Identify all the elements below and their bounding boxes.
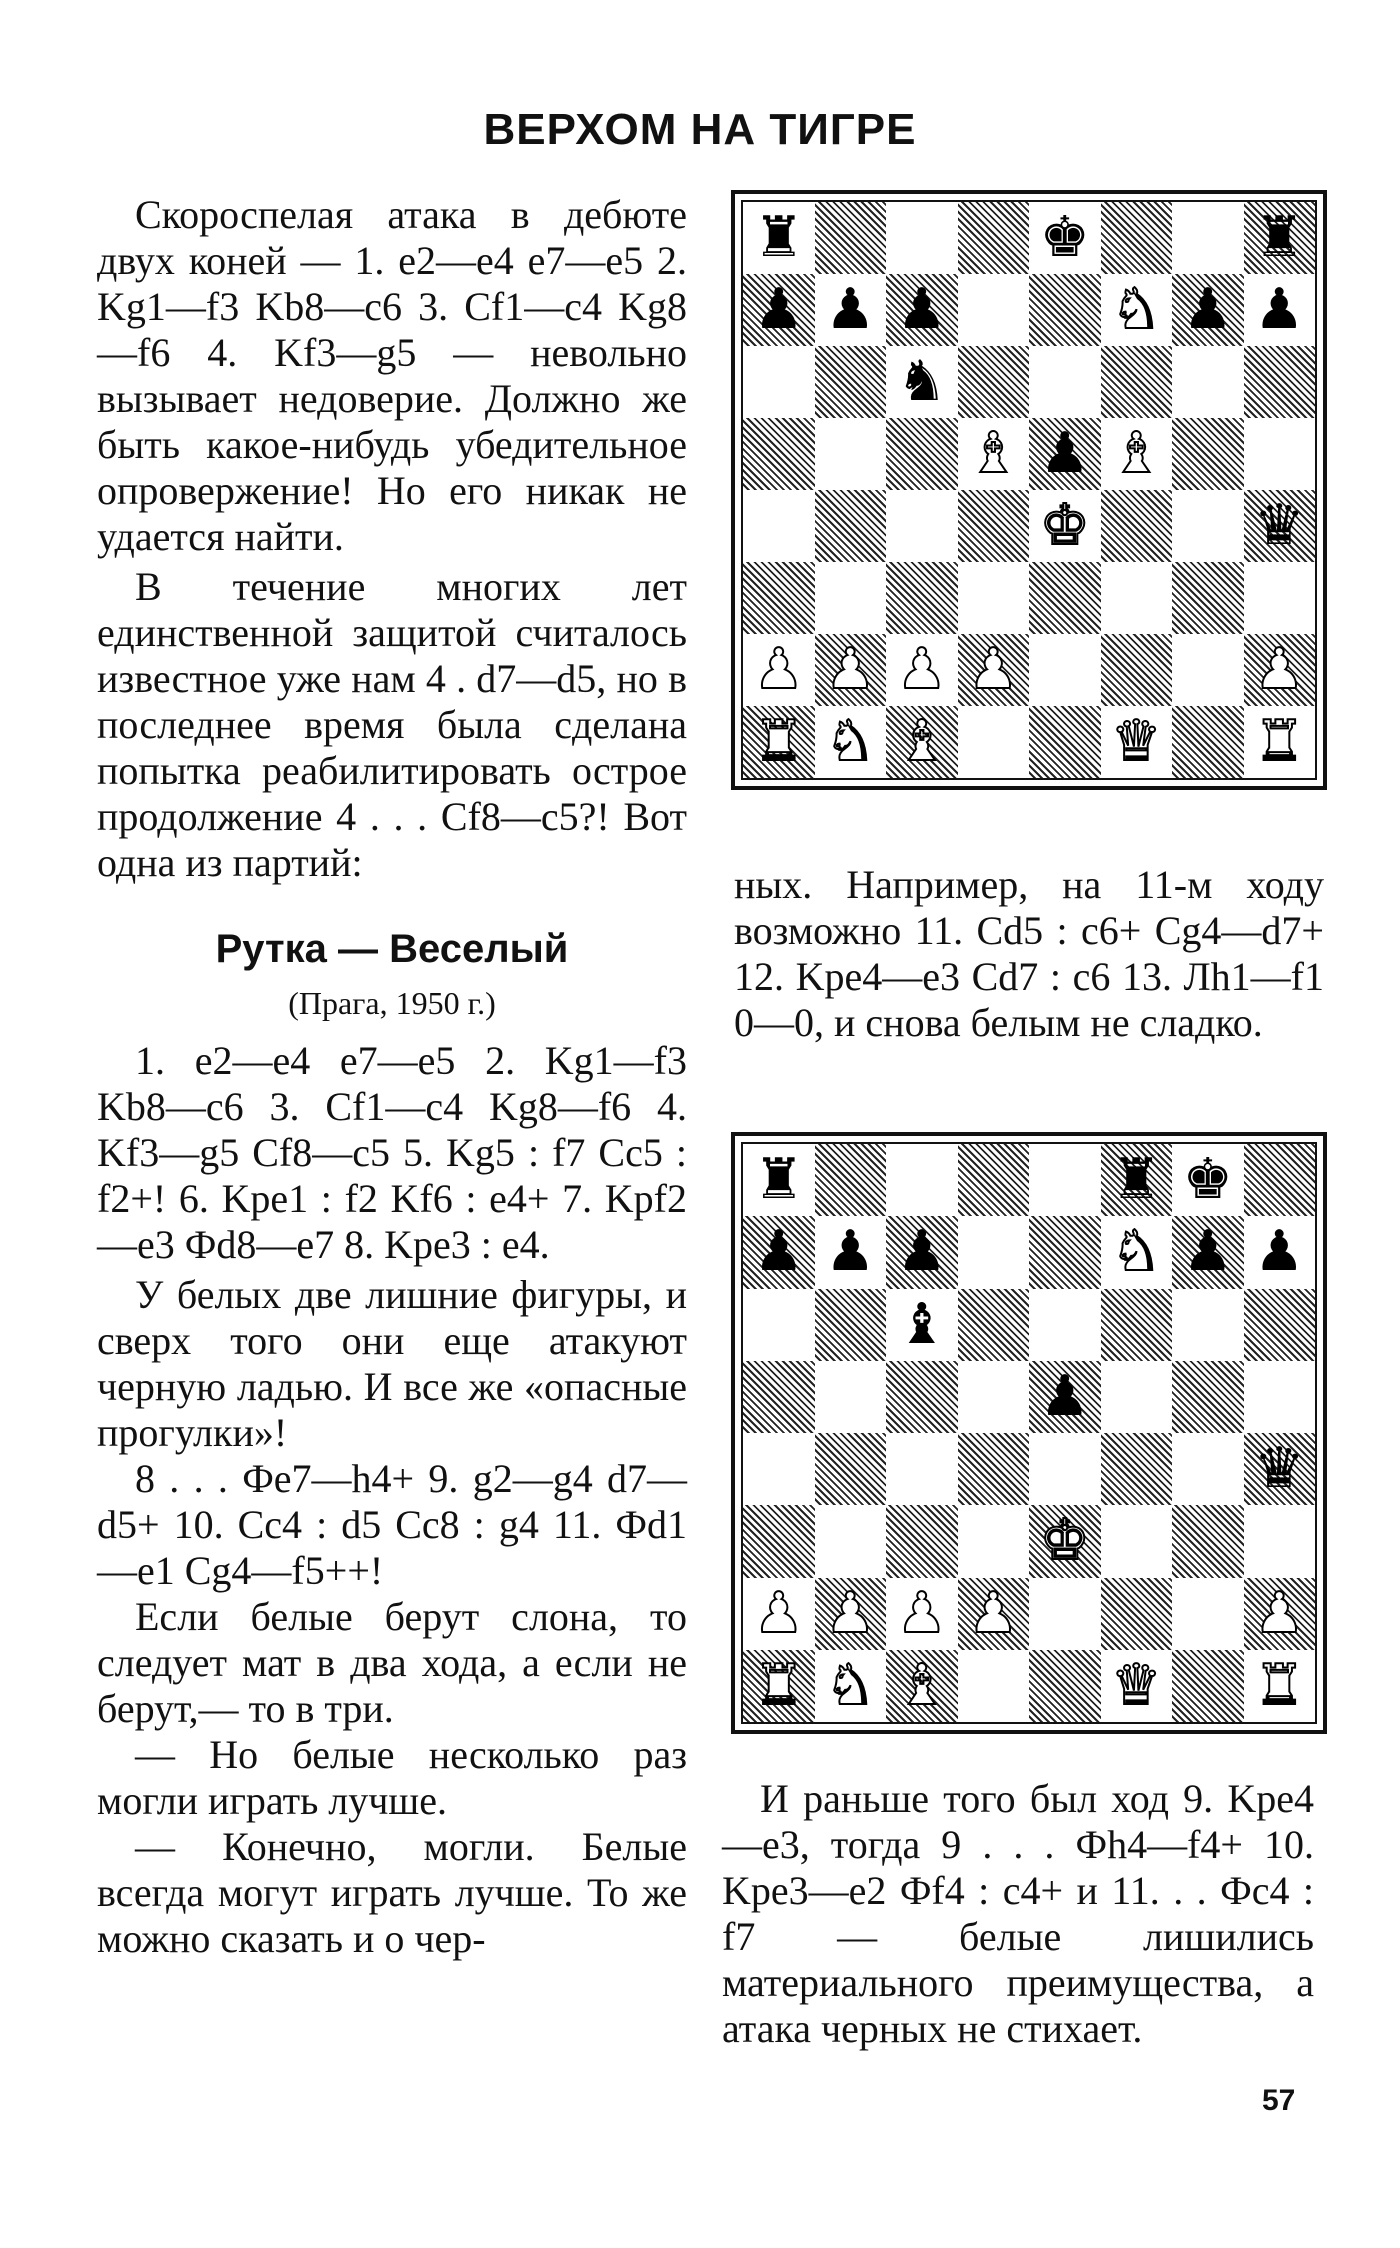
board-square (886, 634, 958, 706)
white-pawn-icon: ♟ (753, 637, 804, 702)
board-square (1244, 490, 1316, 562)
board-square (1244, 634, 1316, 706)
board-square (886, 562, 958, 634)
board-square (958, 1361, 1030, 1433)
board-square (886, 1144, 958, 1216)
paragraph: ных. Например, на 11-м ходу возможно 11. Cd5 : c6+ Cg4—d7+ 12. Kpe4—e3 Cd7 : c6 13. Лh1—f1 0—0, и снова белым не сладко. (734, 862, 1324, 1045)
board-square (1029, 562, 1101, 634)
board-square (1244, 706, 1316, 778)
black-pawn-icon: ♟ (1182, 1219, 1233, 1285)
board-square (886, 274, 958, 346)
board-square (743, 1505, 815, 1577)
board-square (1029, 1361, 1101, 1433)
board-square (1244, 274, 1316, 346)
board-square (958, 1650, 1030, 1722)
white-knight-icon: ♞ (825, 709, 876, 774)
board-square (1029, 346, 1101, 418)
board-square (743, 1361, 815, 1433)
white-pawn-icon: ♟ (1254, 1580, 1305, 1646)
board-square (886, 346, 958, 418)
white-pawn-icon: ♟ (896, 1580, 947, 1646)
board-square (815, 1578, 887, 1650)
chess-diagram-2 (731, 1132, 1327, 1734)
board-square (886, 418, 958, 490)
black-rook-icon: ♜ (1111, 1147, 1162, 1213)
board-square (1244, 562, 1316, 634)
board-square (1029, 1505, 1101, 1577)
black-bishop-icon: ♝ (896, 1291, 947, 1357)
board-square (886, 706, 958, 778)
white-pawn-icon: ♟ (1254, 637, 1305, 702)
black-king-icon: ♚ (1182, 1147, 1233, 1213)
board-square (1172, 1578, 1244, 1650)
board-square (1244, 1505, 1316, 1577)
black-rook-icon: ♜ (1254, 205, 1305, 270)
board-square (958, 706, 1030, 778)
board-square (815, 1289, 887, 1361)
paragraph: У белых две лишние фигуры, и сверх того они еще атакуют черную ладью. И все же «опасные прогулки»! (97, 1272, 687, 1455)
white-knight-icon: ♞ (1111, 277, 1162, 342)
board-square (958, 634, 1030, 706)
board-square (1244, 346, 1316, 418)
board-square (1172, 1216, 1244, 1288)
board-square (1029, 634, 1101, 706)
board-square (958, 274, 1030, 346)
board-square (1244, 418, 1316, 490)
board-square (1244, 1433, 1316, 1505)
white-pawn-icon: ♟ (968, 1580, 1019, 1646)
board-square (1172, 418, 1244, 490)
white-pawn-icon: ♟ (968, 637, 1019, 702)
black-pawn-icon: ♟ (896, 1219, 947, 1285)
board-square (815, 562, 887, 634)
board-square (958, 202, 1030, 274)
board-square (1029, 706, 1101, 778)
board-square (1244, 1144, 1316, 1216)
board-square (1029, 1578, 1101, 1650)
black-rook-icon: ♜ (753, 205, 804, 270)
board-square (958, 562, 1030, 634)
black-pawn-icon: ♟ (1254, 1219, 1305, 1285)
board-square (886, 490, 958, 562)
white-pawn-icon: ♟ (825, 1580, 876, 1646)
paragraph: — Конечно, могли. Белые всегда могут играть лучше. То же можно сказать и о чер- (97, 1824, 687, 1961)
board-square (743, 274, 815, 346)
board-square (743, 202, 815, 274)
board-square (1244, 1650, 1316, 1722)
white-rook-icon: ♜ (1254, 709, 1305, 774)
white-queen-icon: ♛ (1111, 1652, 1162, 1718)
white-bishop-icon: ♝ (896, 1652, 947, 1718)
board-square (1101, 1578, 1173, 1650)
board-square (743, 1578, 815, 1650)
white-pawn-icon: ♟ (753, 1580, 804, 1646)
board-square (1244, 1578, 1316, 1650)
board-square (886, 1216, 958, 1288)
paragraph: Скороспелая атака в дебюте двух коней — 1. e2—e4 e7—e5 2. Kg1—f3 Kb8—c6 3. Cf1—c4 Kg8—f6 4. Kf3—g5 — невольно вызывает недоверие. Должно же быть какое-нибудь убедительное опровержение! Но его никак не удается найти. (97, 192, 687, 559)
board-square (815, 202, 887, 274)
white-king-icon: ♚ (1039, 1508, 1090, 1574)
paragraph: В течение многих лет единственной защитой считалось известное уже нам 4 . d7—d5, но в последнее время была сделана попытка реабилитировать острое продолжение 4 . . . Cf8—c5?! Вот одна из партий: (97, 564, 687, 885)
board-square (1244, 1289, 1316, 1361)
paragraph: 8 . . . Фe7—h4+ 9. g2—g4 d7—d5+ 10. Cc4 : d5 Cc8 : g4 11. Фd1—e1 Cg4—f5++! (97, 1456, 687, 1593)
board-square (1101, 562, 1173, 634)
board-square (815, 418, 887, 490)
board-square (1172, 706, 1244, 778)
board-square (1172, 202, 1244, 274)
board-square (815, 1361, 887, 1433)
white-bishop-icon: ♝ (1111, 421, 1162, 486)
board-square (1172, 1433, 1244, 1505)
board-square (1101, 706, 1173, 778)
board-square (1101, 1289, 1173, 1361)
white-pawn-icon: ♟ (896, 637, 947, 702)
board-square (815, 706, 887, 778)
black-pawn-icon: ♟ (753, 277, 804, 342)
board-square (958, 1505, 1030, 1577)
board-square (815, 346, 887, 418)
board-square (886, 1578, 958, 1650)
black-king-icon: ♚ (1039, 205, 1090, 270)
board-square (1244, 1216, 1316, 1288)
board-square (1101, 418, 1173, 490)
board-square (743, 706, 815, 778)
paragraph: 1. e2—e4 e7—e5 2. Kg1—f3 Kb8—c6 3. Cf1—c4 Kg8—f6 4. Kf3—g5 Cf8—c5 5. Kg5 : f7 Cc5 : f2+! 6. Kpe1 : f2 Kf6 : e4+ 7. Kpf2—e3 Фd8—e7 8. Kpe3 : e4. (97, 1038, 687, 1267)
board-square (1172, 1144, 1244, 1216)
board-square (743, 1433, 815, 1505)
board-square (1172, 634, 1244, 706)
page-title: ВЕРХОМ НА ТИГРЕ (483, 105, 917, 154)
black-pawn-icon: ♟ (753, 1219, 804, 1285)
board-square (1172, 274, 1244, 346)
chessboard-grid (741, 1142, 1317, 1724)
board-square (1101, 1144, 1173, 1216)
board-square (958, 346, 1030, 418)
board-square (815, 1144, 887, 1216)
white-king-icon: ♚ (1039, 493, 1090, 558)
white-bishop-icon: ♝ (896, 709, 947, 774)
board-square (815, 1433, 887, 1505)
paragraph: И раньше того был ход 9. Kpe4—e3, тогда 9 . . . Фh4—f4+ 10. Kpe3—e2 Фf4 : c4+ и 11. . . Фc4 : f7 — белые лишились материального преимущества, а атака черных не стихает. (722, 1776, 1314, 2051)
board-square (1101, 1505, 1173, 1577)
board-square (1101, 274, 1173, 346)
board-square (958, 418, 1030, 490)
board-square (1244, 1361, 1316, 1433)
board-square (1101, 1433, 1173, 1505)
black-pawn-icon: ♟ (896, 277, 947, 342)
board-square (886, 202, 958, 274)
black-pawn-icon: ♟ (825, 277, 876, 342)
board-square (1101, 490, 1173, 562)
board-square (1029, 418, 1101, 490)
black-pawn-icon: ♟ (1254, 277, 1305, 342)
board-square (1029, 1216, 1101, 1288)
board-square (1029, 1650, 1101, 1722)
board-square (1029, 1144, 1101, 1216)
board-square (1172, 1361, 1244, 1433)
chessboard-grid (741, 200, 1317, 780)
board-square (886, 1650, 958, 1722)
board-square (1101, 634, 1173, 706)
board-square (815, 1650, 887, 1722)
black-pawn-icon: ♟ (1039, 421, 1090, 486)
left-column (97, 192, 687, 1962)
right-column-text-2 (722, 1776, 1314, 2052)
board-square (958, 490, 1030, 562)
board-square (743, 346, 815, 418)
board-square (1244, 202, 1316, 274)
page-number: 57 (1262, 2084, 1296, 2117)
chess-diagram-1 (731, 190, 1327, 790)
game-heading: Рутка — Веселый (215, 927, 569, 971)
board-square (743, 418, 815, 490)
board-square (1029, 202, 1101, 274)
board-square (958, 1144, 1030, 1216)
board-square (1101, 202, 1173, 274)
white-queen-icon: ♛ (1111, 709, 1162, 774)
board-square (886, 1289, 958, 1361)
right-column-text-1 (734, 862, 1324, 1046)
board-square (1029, 1433, 1101, 1505)
white-rook-icon: ♜ (1254, 1652, 1305, 1718)
black-pawn-icon: ♟ (825, 1219, 876, 1285)
black-knight-icon: ♞ (896, 349, 947, 414)
board-square (743, 1216, 815, 1288)
black-pawn-icon: ♟ (1039, 1363, 1090, 1429)
board-square (815, 1216, 887, 1288)
board-square (958, 1216, 1030, 1288)
board-square (1101, 1216, 1173, 1288)
board-square (1172, 1650, 1244, 1722)
white-bishop-icon: ♝ (968, 421, 1019, 486)
board-square (1172, 562, 1244, 634)
black-queen-icon: ♛ (1254, 493, 1305, 558)
board-square (743, 634, 815, 706)
board-square (1029, 1289, 1101, 1361)
board-square (958, 1289, 1030, 1361)
board-square (1101, 1361, 1173, 1433)
board-square (815, 1505, 887, 1577)
white-knight-icon: ♞ (825, 1652, 876, 1718)
board-square (1101, 346, 1173, 418)
board-square (1029, 490, 1101, 562)
black-pawn-icon: ♟ (1182, 277, 1233, 342)
board-square (1172, 490, 1244, 562)
board-square (1029, 274, 1101, 346)
white-rook-icon: ♜ (753, 1652, 804, 1718)
board-square (743, 1650, 815, 1722)
board-square (886, 1361, 958, 1433)
board-square (1172, 1505, 1244, 1577)
black-rook-icon: ♜ (753, 1147, 804, 1213)
board-square (958, 1578, 1030, 1650)
paragraph: — Но белые несколько раз могли играть лучше. (97, 1732, 687, 1823)
white-knight-icon: ♞ (1111, 1219, 1162, 1285)
board-square (815, 490, 887, 562)
board-square (743, 490, 815, 562)
board-square (886, 1433, 958, 1505)
white-pawn-icon: ♟ (825, 637, 876, 702)
board-square (958, 1433, 1030, 1505)
board-square (743, 1144, 815, 1216)
board-square (815, 274, 887, 346)
board-square (1101, 1650, 1173, 1722)
game-subheading: (Прага, 1950 г.) (288, 985, 496, 1021)
board-square (743, 1289, 815, 1361)
white-rook-icon: ♜ (753, 709, 804, 774)
board-square (886, 1505, 958, 1577)
black-queen-icon: ♛ (1254, 1436, 1305, 1502)
board-square (1172, 1289, 1244, 1361)
board-square (743, 562, 815, 634)
board-square (1172, 346, 1244, 418)
paragraph: Если белые берут слона, то следует мат в два хода, а если не берут,— то в три. (97, 1594, 687, 1731)
board-square (815, 634, 887, 706)
